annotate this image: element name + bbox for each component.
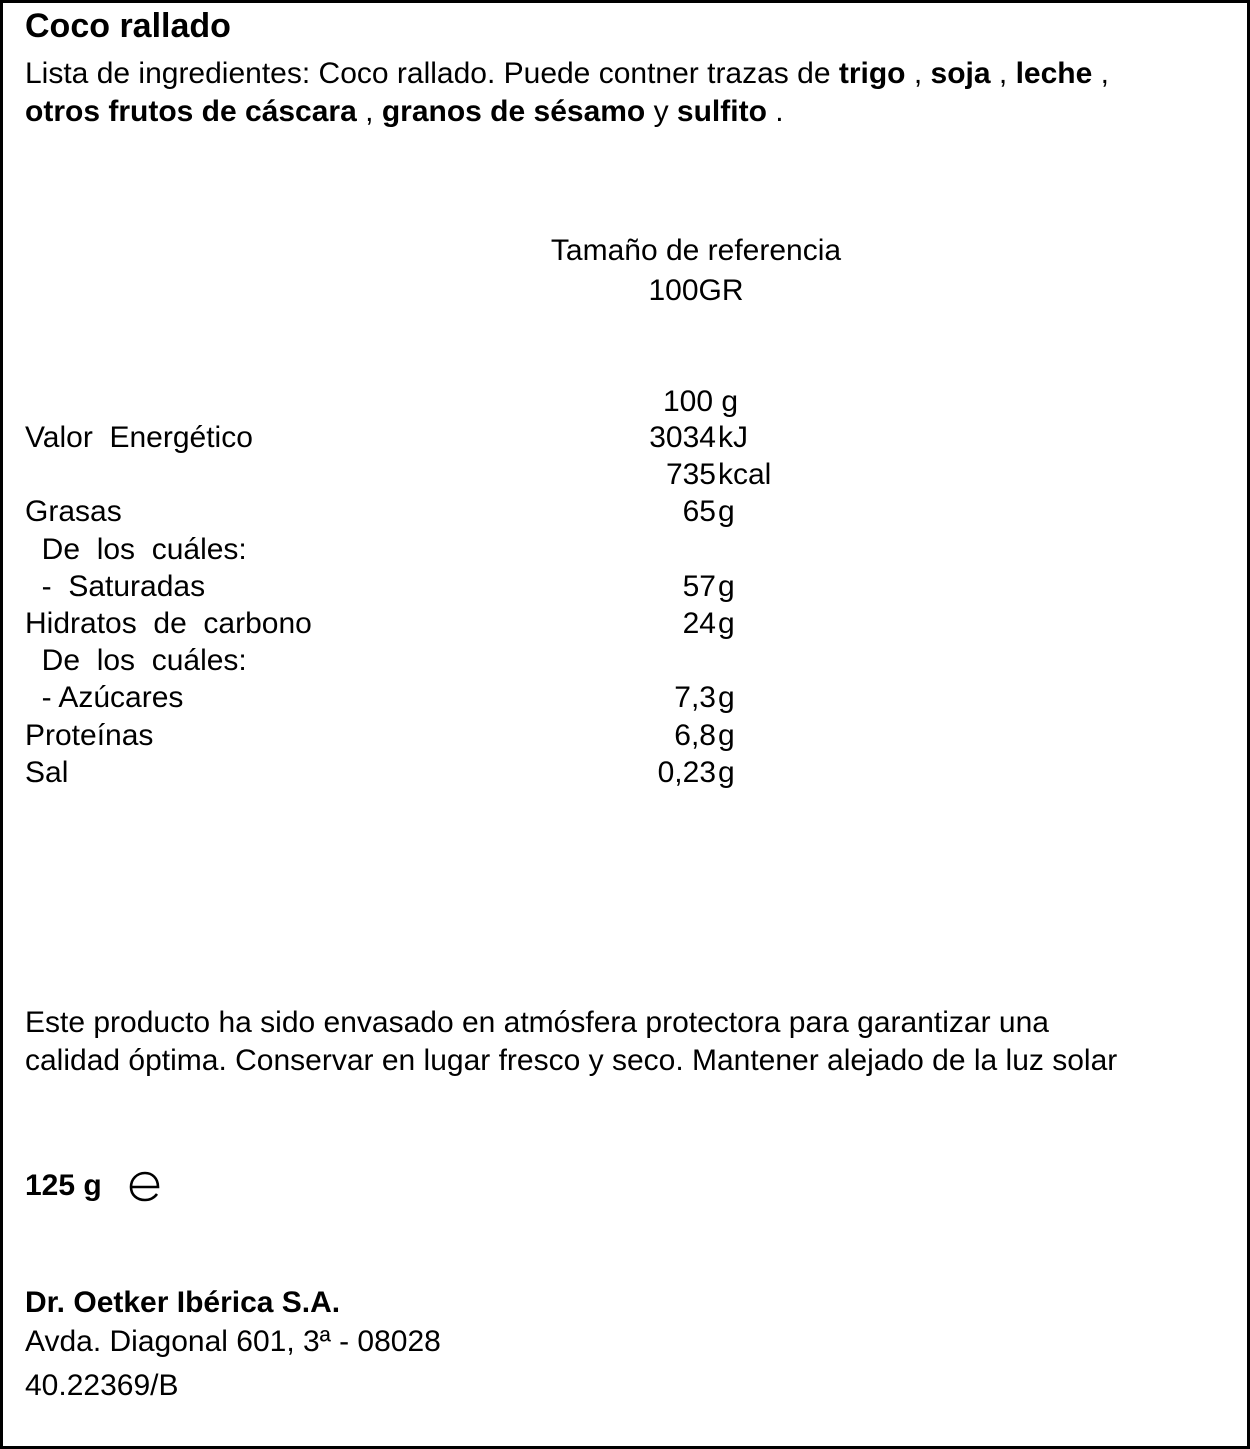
product-title: Coco rallado [25, 7, 231, 45]
nutrient-unit: kcal [718, 458, 772, 491]
nutrient-label: De los cuáles: [25, 644, 247, 677]
nutrient-unit: g [718, 570, 735, 603]
ingredients-end: . [766, 95, 784, 128]
separator: , [1092, 57, 1109, 90]
allergen-sulphite: sulfito [676, 95, 767, 128]
reference-value: 100GR [648, 274, 744, 307]
nutrient-label: Sal [25, 756, 69, 789]
allergen-milk: leche [1015, 57, 1093, 90]
nutrient-value: 65 [682, 495, 716, 528]
separator: , [905, 57, 931, 90]
nutrient-label: Proteínas [25, 719, 154, 752]
reference-label: Tamaño de referencia [550, 234, 842, 267]
nutrient-label: - Saturadas [25, 570, 206, 603]
nutrient-label: Grasas [25, 495, 122, 528]
allergen-wheat: trigo [838, 57, 906, 90]
company-address: Avda. Diagonal 601, 3ª - 08028 [25, 1325, 441, 1358]
e-mark-icon [127, 1168, 163, 1204]
nutrient-value: 0,23 [657, 756, 716, 789]
storage-line-1: Este producto ha sido envasado en atmósfera protectora para garantizar una [25, 1006, 1049, 1039]
nutrient-unit: kJ [718, 421, 748, 454]
ingredients-line-1 [25, 55, 1109, 93]
nutrient-value: 57 [682, 570, 716, 603]
ingredients-prefix: Lista de ingredientes: Coco rallado. Puede contner trazas de [25, 57, 839, 90]
nutrition-column-header: 100 g [663, 385, 739, 418]
separator: y [645, 95, 677, 128]
nutrient-label: Hidratos de carbono [25, 607, 312, 640]
storage-line-2: calidad óptima. Conservar en lugar fresco y seco. Mantener alejado de la luz solar [25, 1044, 1118, 1077]
nutrient-unit: g [718, 607, 735, 640]
nutrient-value: 3034 [649, 421, 716, 454]
net-weight: 125 g [25, 1169, 102, 1202]
nutrient-value: 24 [682, 607, 716, 640]
allergen-sesame: granos de sésamo [381, 95, 646, 128]
nutrient-label: Valor Energético [25, 421, 253, 454]
nutrient-unit: g [718, 681, 735, 714]
separator: , [356, 95, 382, 128]
separator: , [990, 57, 1016, 90]
nutrient-value: 6,8 [674, 719, 716, 752]
nutrient-unit: g [718, 719, 735, 752]
product-code: 40.22369/B [25, 1369, 179, 1402]
company-name: Dr. Oetker Ibérica S.A. [25, 1286, 341, 1319]
nutrient-value: 7,3 [674, 681, 716, 714]
nutrient-value: 735 [665, 458, 716, 491]
ingredients-line-2 [25, 93, 784, 131]
nutrient-label: - Azúcares [25, 681, 184, 714]
allergen-nuts: otros frutos de cáscara [25, 95, 357, 128]
nutrient-unit: g [718, 756, 735, 789]
allergen-soy: soja [930, 57, 991, 90]
nutrient-label: De los cuáles: [25, 533, 247, 566]
nutrient-unit: g [718, 495, 735, 528]
